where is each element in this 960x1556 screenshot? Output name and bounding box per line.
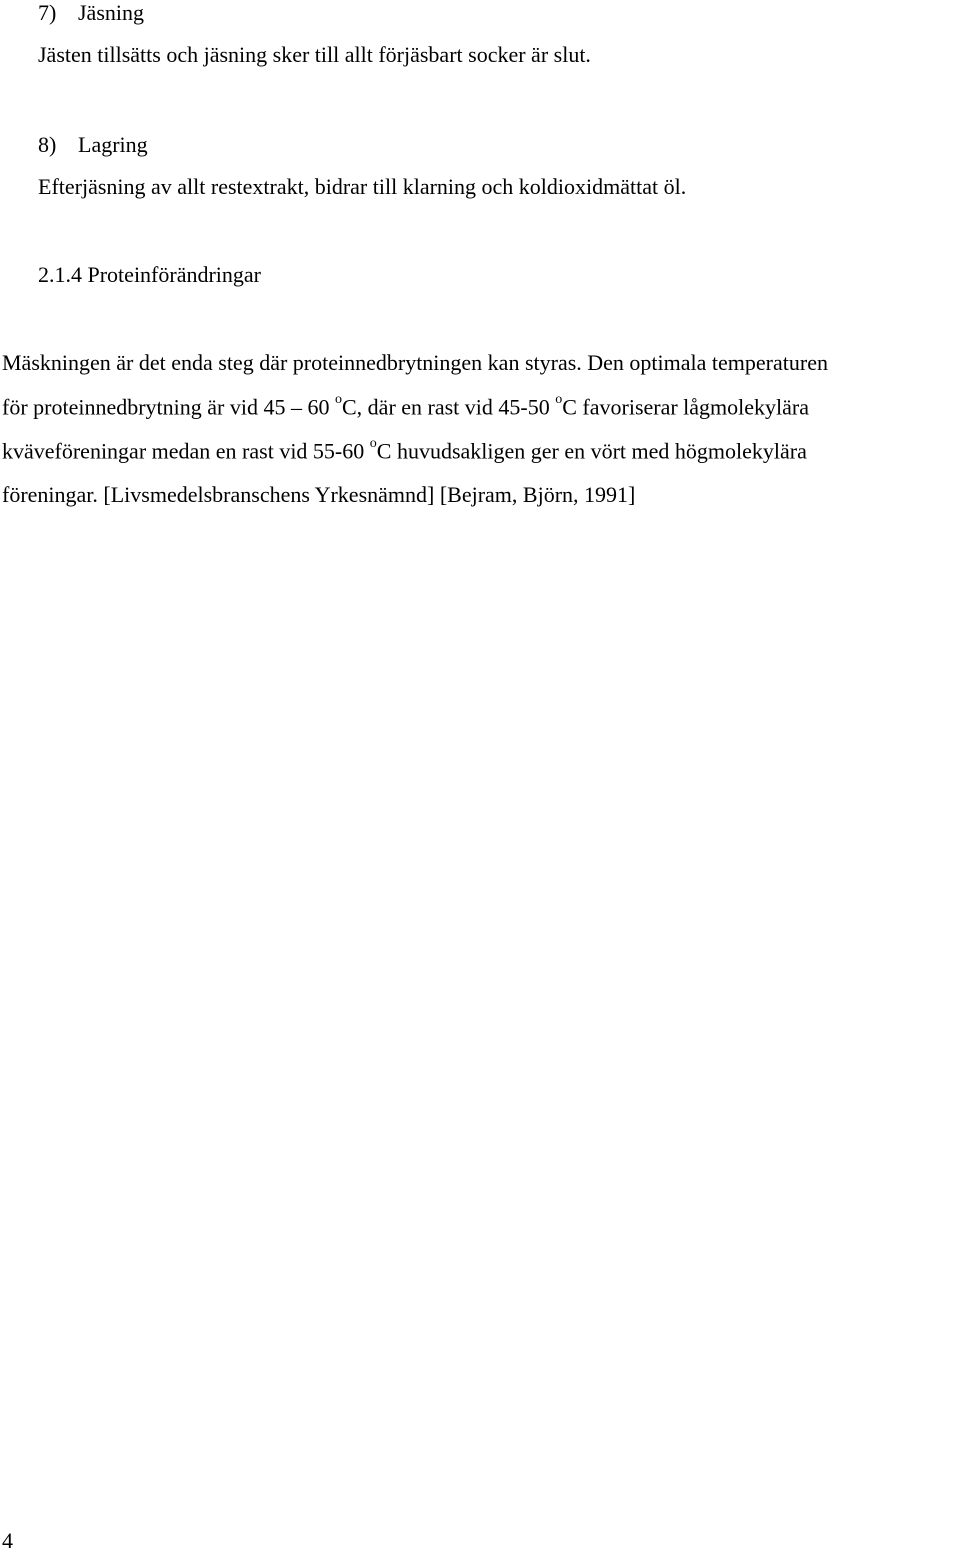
list-number: 8) — [38, 132, 57, 157]
section-heading: 2.1.4 Proteinförändringar — [38, 262, 261, 287]
list-text: Jästen tillsätts och jäsning sker till allt förjäsbart socker är slut. — [38, 42, 591, 67]
paragraph-line — [2, 436, 807, 464]
paragraph-line: Mäskningen är det enda steg där proteinnedbrytningen kan styras. Den optimala temperaturen — [2, 350, 828, 375]
list-title: Lagring — [78, 132, 148, 157]
list-text: Efterjäsning av allt restextrakt, bidrar till klarning och koldioxidmättat öl. — [38, 174, 687, 199]
text-segment: C huvudsakligen ger en vört med högmolekylära — [376, 438, 807, 464]
degree-superscript: o — [555, 392, 563, 407]
paragraph-line — [2, 392, 810, 420]
degree-superscript: o — [335, 392, 342, 407]
text-segment: kväveföreningar medan en rast vid 55-60 — [2, 438, 365, 464]
text-segment: för proteinnedbrytning är vid 45 – 60 — [2, 394, 330, 420]
page-number: 4 — [2, 1528, 13, 1553]
paragraph-line: föreningar. [Livsmedelsbranschens Yrkesnämnd] [Bejram, Björn, 1991] — [2, 482, 636, 507]
text-segment: C favoriserar lågmolekylära — [562, 394, 810, 420]
list-title: Jäsning — [78, 0, 144, 25]
degree-superscript: o — [369, 436, 377, 451]
list-number: 7) — [38, 0, 57, 25]
text-segment: C, där en rast vid 45-50 — [342, 394, 550, 420]
